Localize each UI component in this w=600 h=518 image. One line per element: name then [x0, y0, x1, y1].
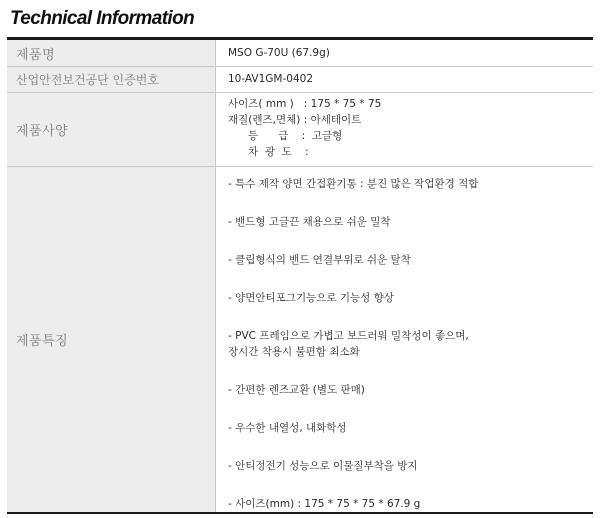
feature-line: - PVC 프레임으로 가볍고 보드러워 밀착성이 좋으며, [228, 330, 469, 342]
value-certification-text: 10-AV1GM-0402 [228, 73, 313, 85]
spec-lines [216, 93, 593, 160]
label-specs [7, 93, 216, 167]
label-specs-text: 제품사양 [16, 124, 69, 139]
label-certification-text: 산업안전보건공단 인증번호 [16, 73, 159, 87]
label-features [7, 167, 216, 514]
feature-item [228, 420, 593, 436]
value-product-name-text: MSO G-70U (67.9g) [228, 47, 330, 59]
feature-line: - 밴드형 고글끈 채용으로 쉬운 밀착 [228, 216, 391, 228]
row-certification [7, 67, 593, 93]
row-specs [7, 93, 593, 167]
spec-line: 차 광 도 : [228, 146, 309, 158]
feature-item [228, 328, 593, 360]
feature-line: - 간편한 렌즈교환 (별도 판매) [228, 384, 365, 396]
spec-line: 재질(렌즈,면체) : 아세테이트 [228, 114, 362, 126]
label-certification [7, 67, 216, 93]
spec-line: 등 급 : 고글형 [228, 130, 343, 142]
feature-item [228, 458, 593, 474]
feature-line: - 사이즈(mm) : 175 * 75 * 75 * 67.9 g [228, 498, 421, 510]
feature-item [228, 382, 593, 398]
feature-line: - 클립형식의 밴드 연결부위로 쉬운 탈착 [228, 254, 411, 266]
row-product-name [7, 39, 593, 67]
feature-item [228, 214, 593, 230]
row-features [7, 167, 593, 514]
feature-line: - 특수 제작 양면 간접환기통 : 분진 많은 작업환경 적합 [228, 178, 479, 190]
feature-line: 장시간 착용시 불편함 최소화 [228, 346, 360, 358]
value-product-name [216, 39, 594, 67]
feature-item [228, 496, 593, 512]
feature-item [228, 252, 593, 268]
feature-line: - 양면안티포그기능으로 기능성 향상 [228, 292, 394, 304]
feature-line: - 안티정전기 성능으로 이물질부착을 방지 [228, 460, 418, 472]
value-features [216, 167, 594, 514]
label-product-name [7, 39, 216, 67]
spec-line: 사이즈( mm ) : 175 * 75 * 75 [228, 98, 382, 110]
label-product-name-text: 제품명 [16, 47, 56, 63]
spec-table [7, 37, 593, 514]
feature-item [228, 176, 593, 192]
feature-line: - 우수한 내열성, 내화학성 [228, 422, 347, 434]
value-certification [216, 67, 594, 93]
feature-item [228, 290, 593, 306]
label-features-text: 제품특징 [16, 334, 69, 349]
feature-list [216, 167, 593, 512]
value-specs [216, 93, 594, 167]
page-title: Technical Information [10, 8, 195, 29]
